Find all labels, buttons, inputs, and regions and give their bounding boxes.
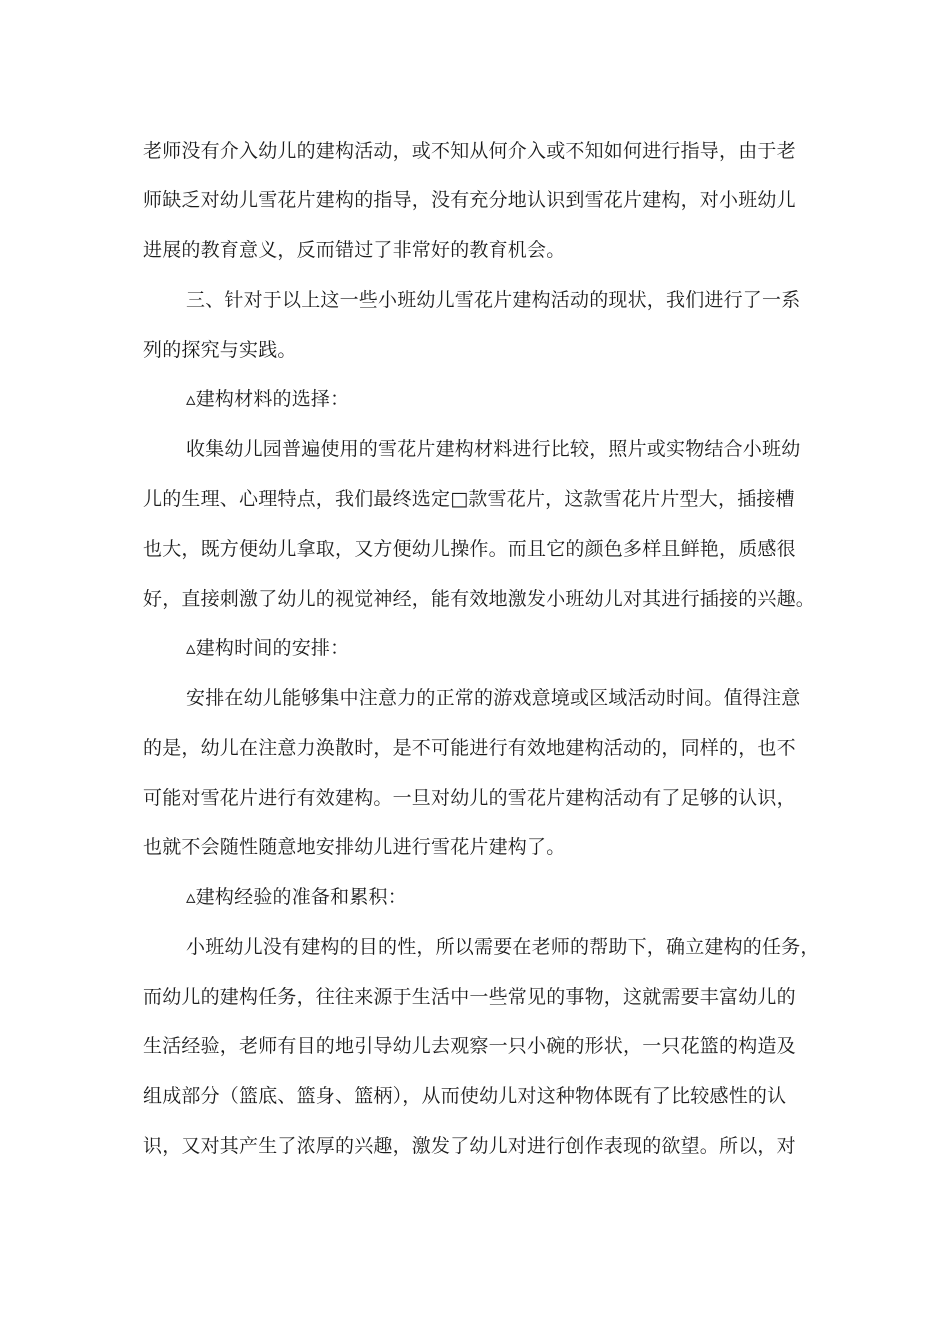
section-subheading: ▵建构时间的安排： xyxy=(186,637,350,659)
text-line: 列的探究与实践。 xyxy=(143,339,297,361)
text-line: 的是，幼儿在注意力涣散时，是不可能进行有效地建构活动的，同样的，也不 xyxy=(143,737,796,759)
paragraph-heading: 三、针对于以上这一些小班幼儿雪花片建构活动的现状，我们进行了一系 xyxy=(186,289,801,311)
section-subheading: ▵建构经验的准备和累积： xyxy=(186,886,407,908)
text-line: 好，直接刺激了幼儿的视觉神经，能有效地激发小班幼儿对其进行插接的兴趣。 xyxy=(143,588,816,610)
text-line: 识，又对其产生了浓厚的兴趣，激发了幼儿对进行创作表现的欲望。所以，对 xyxy=(143,1135,796,1157)
text-line: 而幼儿的建构任务，往往来源于生活中一些常见的事物，这就需要丰富幼儿的 xyxy=(143,986,796,1008)
text-line: 安排在幼儿能够集中注意力的正常的游戏意境或区域活动时间。值得注意 xyxy=(186,687,801,709)
text-line: 老师没有介入幼儿的建构活动，或不知从何介入或不知如何进行指导，由于老 xyxy=(143,140,796,162)
text-line: 儿的生理、心理特点，我们最终选定□款雪花片，这款雪花片片型大，插接槽 xyxy=(143,488,795,510)
text-line: 小班幼儿没有建构的目的性，所以需要在老师的帮助下，确立建构的任务， xyxy=(186,936,820,958)
text-line: 也大，既方便幼儿拿取，又方便幼儿操作。而且它的颜色多样且鲜艳，质感很 xyxy=(143,538,796,560)
text-line: 可能对雪花片进行有效建构。一旦对幼儿的雪花片建构活动有了足够的认识， xyxy=(143,787,796,809)
text-line: 生活经验，老师有目的地引导幼儿去观察一只小碗的形状，一只花篮的构造及 xyxy=(143,1035,796,1057)
text-line: 组成部分（篮底、篮身、篮柄），从而使幼儿对这种物体既有了比较感性的认 xyxy=(143,1085,787,1107)
text-line: 进展的教育意义，反而错过了非常好的教育机会。 xyxy=(143,239,566,261)
text-line: 收集幼儿园普遍使用的雪花片建构材料进行比较，照片或实物结合小班幼 xyxy=(186,438,801,460)
text-line: 师缺乏对幼儿雪花片建构的指导，没有充分地认识到雪花片建构，对小班幼儿 xyxy=(143,189,796,211)
text-line: 也就不会随性随意地安排幼儿进行雪花片建构了。 xyxy=(143,836,566,858)
section-subheading: ▵建构材料的选择： xyxy=(186,388,350,410)
